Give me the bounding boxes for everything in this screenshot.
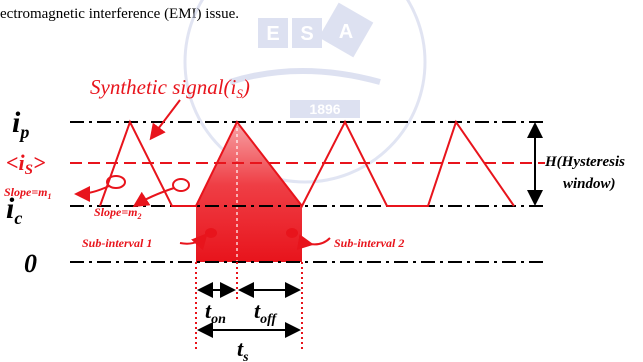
synthetic-signal-label: Synthetic signal(iS): [90, 75, 250, 101]
watermark-year: 1896: [309, 101, 341, 117]
subinterval1-label: Sub-interval 1: [82, 236, 153, 250]
watermark-letter-e: E: [266, 23, 280, 45]
slope1-marker: [107, 176, 125, 188]
ic-label: $i_c$: [6, 192, 23, 228]
hysteresis-label-line2: window): [563, 176, 616, 192]
ip-label: $i_p$: [12, 106, 30, 142]
intro-text: ectromagnetic interference (EMI) issue.: [0, 6, 240, 22]
hysteresis-label-line1: H(Hysteresis: [545, 154, 625, 170]
watermark-letter-a: A: [338, 21, 354, 43]
period-triangle: [196, 122, 302, 262]
slope2-marker: [173, 179, 189, 191]
average-label: <iS>: [6, 150, 46, 178]
subinterval2-label: Sub-interval 2: [334, 236, 405, 250]
ts-label: $t_s$: [237, 336, 249, 362]
synthetic-arrow: [152, 100, 180, 137]
slope1-label: $Slope=m_1$: [4, 185, 52, 201]
subinterval2-dot: [286, 228, 298, 238]
watermark-letter-s: S: [300, 23, 314, 45]
slope2-label: $Slope=m_2$: [94, 205, 142, 221]
toff-label: $t_{off}$: [254, 298, 277, 327]
ton-label: $t_{on}$: [205, 298, 226, 327]
zero-label: 0: [24, 249, 37, 278]
subinterval2-arrow: [310, 238, 330, 244]
subinterval1-dot: [205, 228, 217, 238]
